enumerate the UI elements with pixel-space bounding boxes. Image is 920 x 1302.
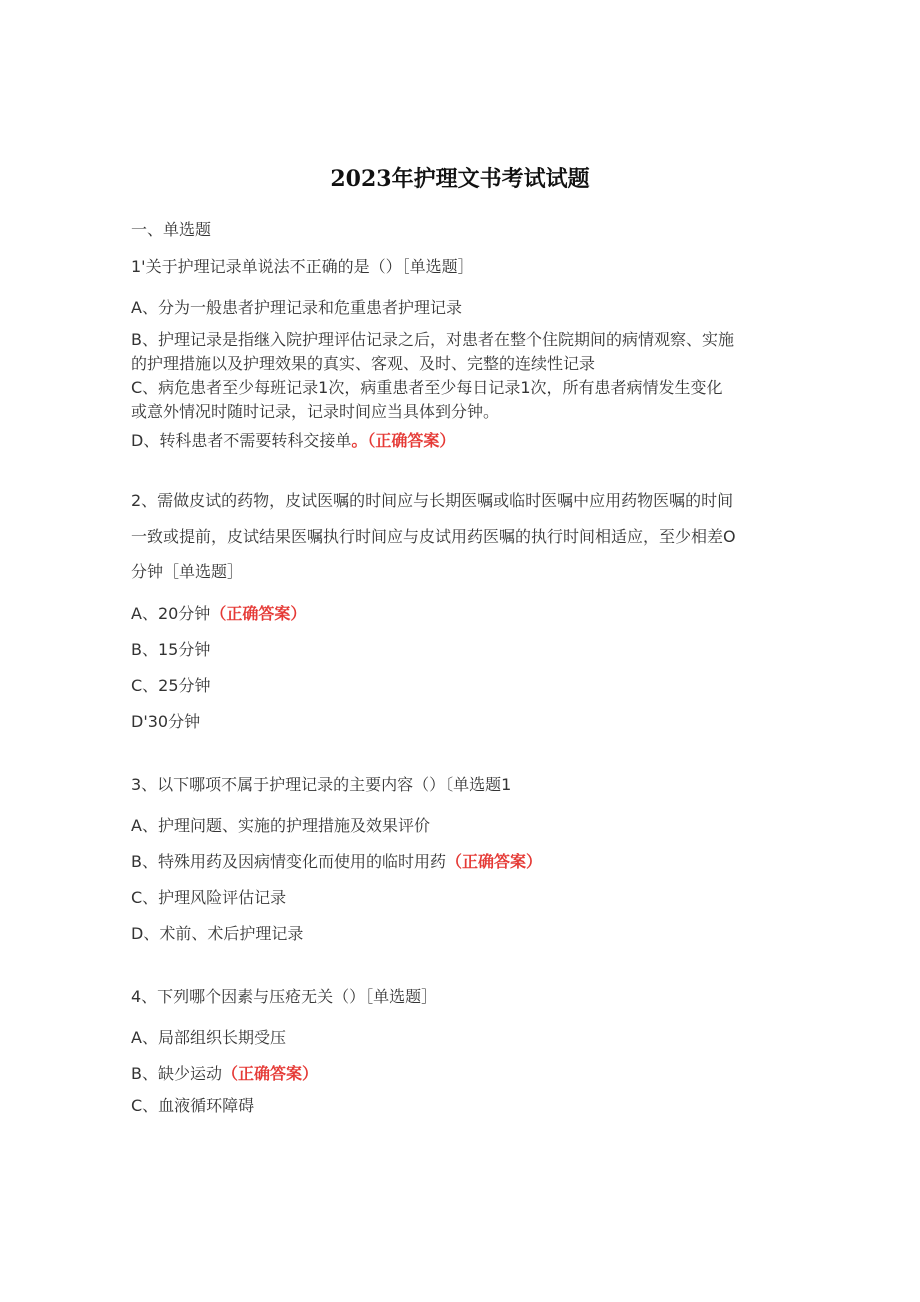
question-3-option-d: D、术前、术后护理记录: [131, 924, 304, 943]
question-2-stem-line-1: 2、需做皮试的药物，皮试医嘱的时间应与长期医嘱或临时医嘱中应用药物医嘱的时间: [131, 491, 734, 510]
question-2-option-b: B、15分钟: [131, 640, 211, 659]
question-2-option-a: [131, 604, 306, 624]
correct-answer-mark: 。（正确答案）: [351, 431, 456, 450]
question-4-option-a: A、局部组织长期受压: [131, 1028, 286, 1047]
option-text: D、转科患者不需要转科交接单: [131, 431, 352, 450]
question-2-stem-line-3: 分钟［单选题］: [131, 562, 244, 581]
correct-answer-mark: （正确答案）: [221, 1064, 318, 1083]
question-3-option-c: C、护理风险评估记录: [131, 888, 287, 907]
question-2-stem-line-2: 一致或提前，皮试结果医嘱执行时间应与皮试用药医嘱的执行时间相适应，至少相差O: [131, 527, 736, 546]
correct-answer-mark: （正确答案）: [210, 604, 307, 623]
section-heading: 一、单选题: [131, 220, 212, 239]
question-4-option-c: C、血液循环障碍: [131, 1096, 255, 1115]
question-2-option-c: C、25分钟: [131, 676, 211, 695]
question-3-option-b: [131, 852, 542, 872]
question-1-option-c: C、病危患者至少每班记录1次，病重患者至少每日记录1次，所有患者病情发生变化: [131, 378, 723, 397]
option-text: B、特殊用药及因病情变化而使用的临时用药: [131, 852, 446, 871]
question-1-option-c-continued: 或意外情况时随时记录，记录时间应当具体到分钟。: [131, 402, 500, 421]
question-1-option-b-continued: 的护理措施以及护理效果的真实、客观、及时、完整的连续性记录: [131, 354, 596, 373]
question-1-option-d: [131, 431, 455, 451]
option-text: A、20分钟: [131, 604, 211, 623]
question-3-option-a: A、护理问题、实施的护理措施及效果评价: [131, 816, 430, 835]
question-1-stem: 1'关于护理记录单说法不正确的是（）［单选题］: [131, 257, 474, 276]
question-4-option-b: [131, 1064, 318, 1084]
question-1-option-b: B、护理记录是指继入院护理评估记录之后，对患者在整个住院期间的病情观察、实施: [131, 330, 734, 349]
question-2-option-d: D'30分钟: [131, 712, 201, 731]
question-3-stem: 3、以下哪项不属于护理记录的主要内容（）〔单选题1: [131, 775, 512, 794]
question-4-stem: 4、下列哪个因素与压疮无关（）［单选题］: [131, 987, 438, 1006]
document-title: 2023年护理文书考试试题: [330, 166, 590, 192]
correct-answer-mark: （正确答案）: [445, 852, 542, 871]
question-1-option-a: A、分为一般患者护理记录和危重患者护理记录: [131, 298, 462, 317]
option-text: B、缺少运动: [131, 1064, 222, 1083]
